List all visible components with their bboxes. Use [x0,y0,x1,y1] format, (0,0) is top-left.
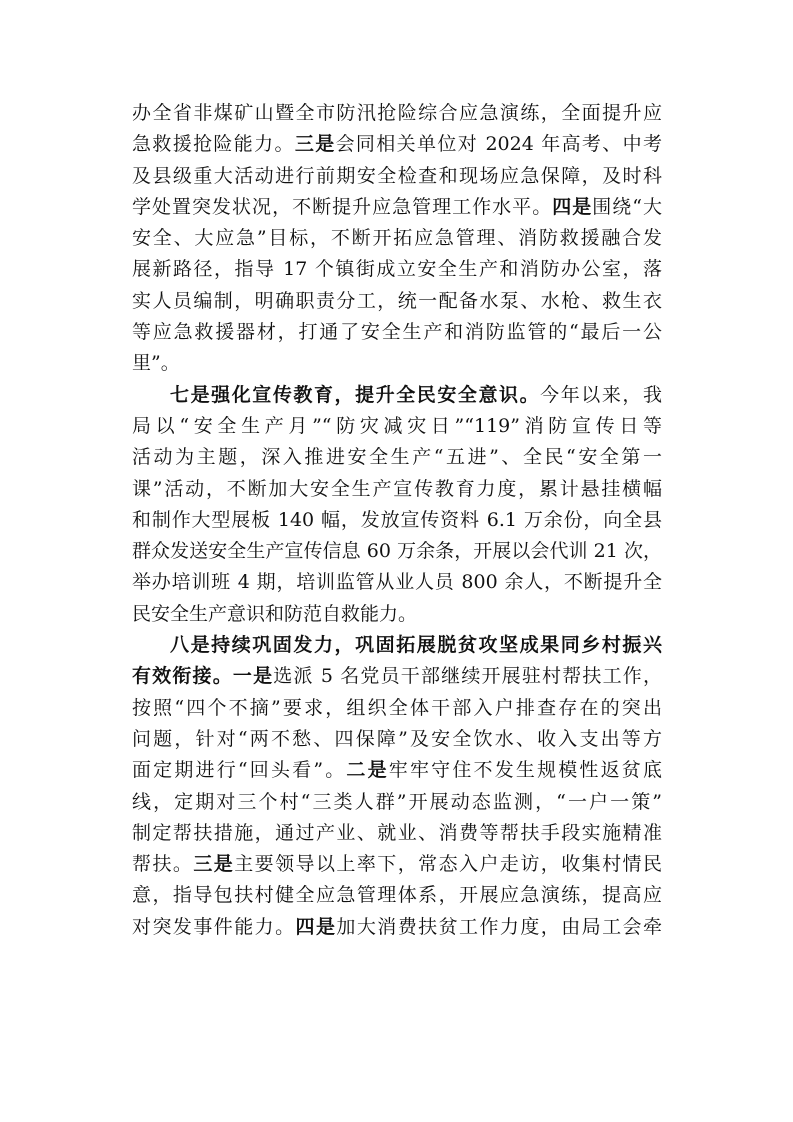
text-line [132,161,662,192]
bold-text-segment: 八是持续巩固发力，巩固拓展脱贫攻坚成果同乡村振兴 [170,634,662,657]
text-segment: 和制作大型展板 140 幅，发放宣传资料 6.1 万余份，向全县 [132,508,662,531]
text-segment: 举办培训班 4 期，培训监管从业人员 800 余人，不断提升全 [132,571,662,594]
text-line [132,442,662,473]
text-line [132,567,662,598]
text-segment: 等应急救援器材，打通了安全生产和消防监管的“最后一公 [132,321,662,344]
paragraph-first-line [132,380,662,411]
text-segment: 线，定期对三个村“三类人群”开展动态监测，“一户一策” [132,790,662,813]
text-line [132,599,662,630]
text-line [132,661,662,692]
document-page [132,98,662,943]
text-segment: 活动为主题，深入推进安全生产“五进”、全民“安全第一 [132,446,662,469]
bold-text-segment: 七是强化宣传教育，提升全民安全意识。 [170,383,541,406]
text-segment: 今年以来，我 [540,383,662,406]
text-segment: 安全、大应急”目标，不断开拓应急管理、消防救援融合发 [132,227,662,250]
text-segment: 学处置突发状况，不断提升应急管理工作水平。 [132,195,553,218]
bold-text-segment: 四是 [295,915,337,938]
text-line [132,693,662,724]
text-segment: 实人员编制，明确职责分工，统一配备水泵、水枪、救生衣 [132,289,662,312]
text-segment: 选派 5 名党员干部继续开展驻村帮扶工作， [273,665,662,688]
text-line [132,505,662,536]
text-segment: 里”。 [132,352,180,375]
text-line [132,317,662,348]
text-segment: 牢牢守住不发生规模性返贫底 [388,759,662,782]
text-segment: 办全省非煤矿山暨全市防汛抢险综合应急演练，全面提升应 [132,102,662,124]
text-segment: 面定期进行“回头看”。 [132,759,347,782]
text-segment: 急救援抢险能力。 [132,133,295,156]
bold-text-segment: 三是 [294,133,336,156]
text-line [132,536,662,567]
text-segment: 展新路径，指导 17 个镇街成立安全生产和消防办公室，落 [132,258,662,281]
bold-text-segment: 三是 [193,853,235,876]
paragraph-first-line [132,630,662,661]
text-line [132,912,662,943]
text-segment: 及县级重大活动进行前期安全检查和现场应急保障，及时科 [132,164,662,187]
text-segment: 制定帮扶措施，通过产业、就业、消费等帮扶手段实施精准 [132,821,662,844]
text-segment: 课”活动，不断加大安全生产宣传教育力度，累计悬挂横幅 [132,477,662,500]
text-line [132,348,662,379]
text-segment: 主要领导以上率下，常态入户走访，收集村情民 [234,853,662,876]
text-line [132,724,662,755]
text-line [132,880,662,911]
text-line [132,98,662,129]
text-line [132,192,662,223]
text-line [132,787,662,818]
text-line [132,474,662,505]
text-segment: 加大消费扶贫工作力度，由局工会牵 [336,915,662,938]
text-segment: 围绕“大 [592,195,662,218]
text-segment: 按照“四个不摘”要求，组织全体干部入户排查存在的突出 [132,696,662,719]
text-line [132,755,662,786]
bold-text-segment: 二是 [346,759,389,782]
text-segment: 民安全生产意识和防范自救能力。 [132,602,418,625]
bold-text-segment: 四是 [552,195,593,218]
text-line [132,286,662,317]
text-line [132,818,662,849]
text-segment: 帮扶。 [132,853,194,876]
text-segment: 对突发事件能力。 [132,915,296,938]
text-segment: 局以“安全生产月”“防灾减灾日”“119”消防宣传日等 [132,414,662,437]
text-line [132,849,662,880]
text-line [132,129,662,160]
text-segment: 问题，针对“两不愁、四保障”及安全饮水、收入支出等方 [132,727,662,750]
text-line [132,254,662,285]
text-line [132,411,662,442]
text-segment: 群众发送安全生产宣传信息 60 万余条，开展以会代训 21 次， [132,540,662,563]
bold-text-segment: 有效衔接。一是 [132,665,274,688]
text-segment: 意，指导包扶村健全应急管理体系，开展应急演练，提高应 [132,884,662,907]
text-segment: 会同相关单位对 2024 年高考、中考 [335,133,662,156]
text-line [132,223,662,254]
